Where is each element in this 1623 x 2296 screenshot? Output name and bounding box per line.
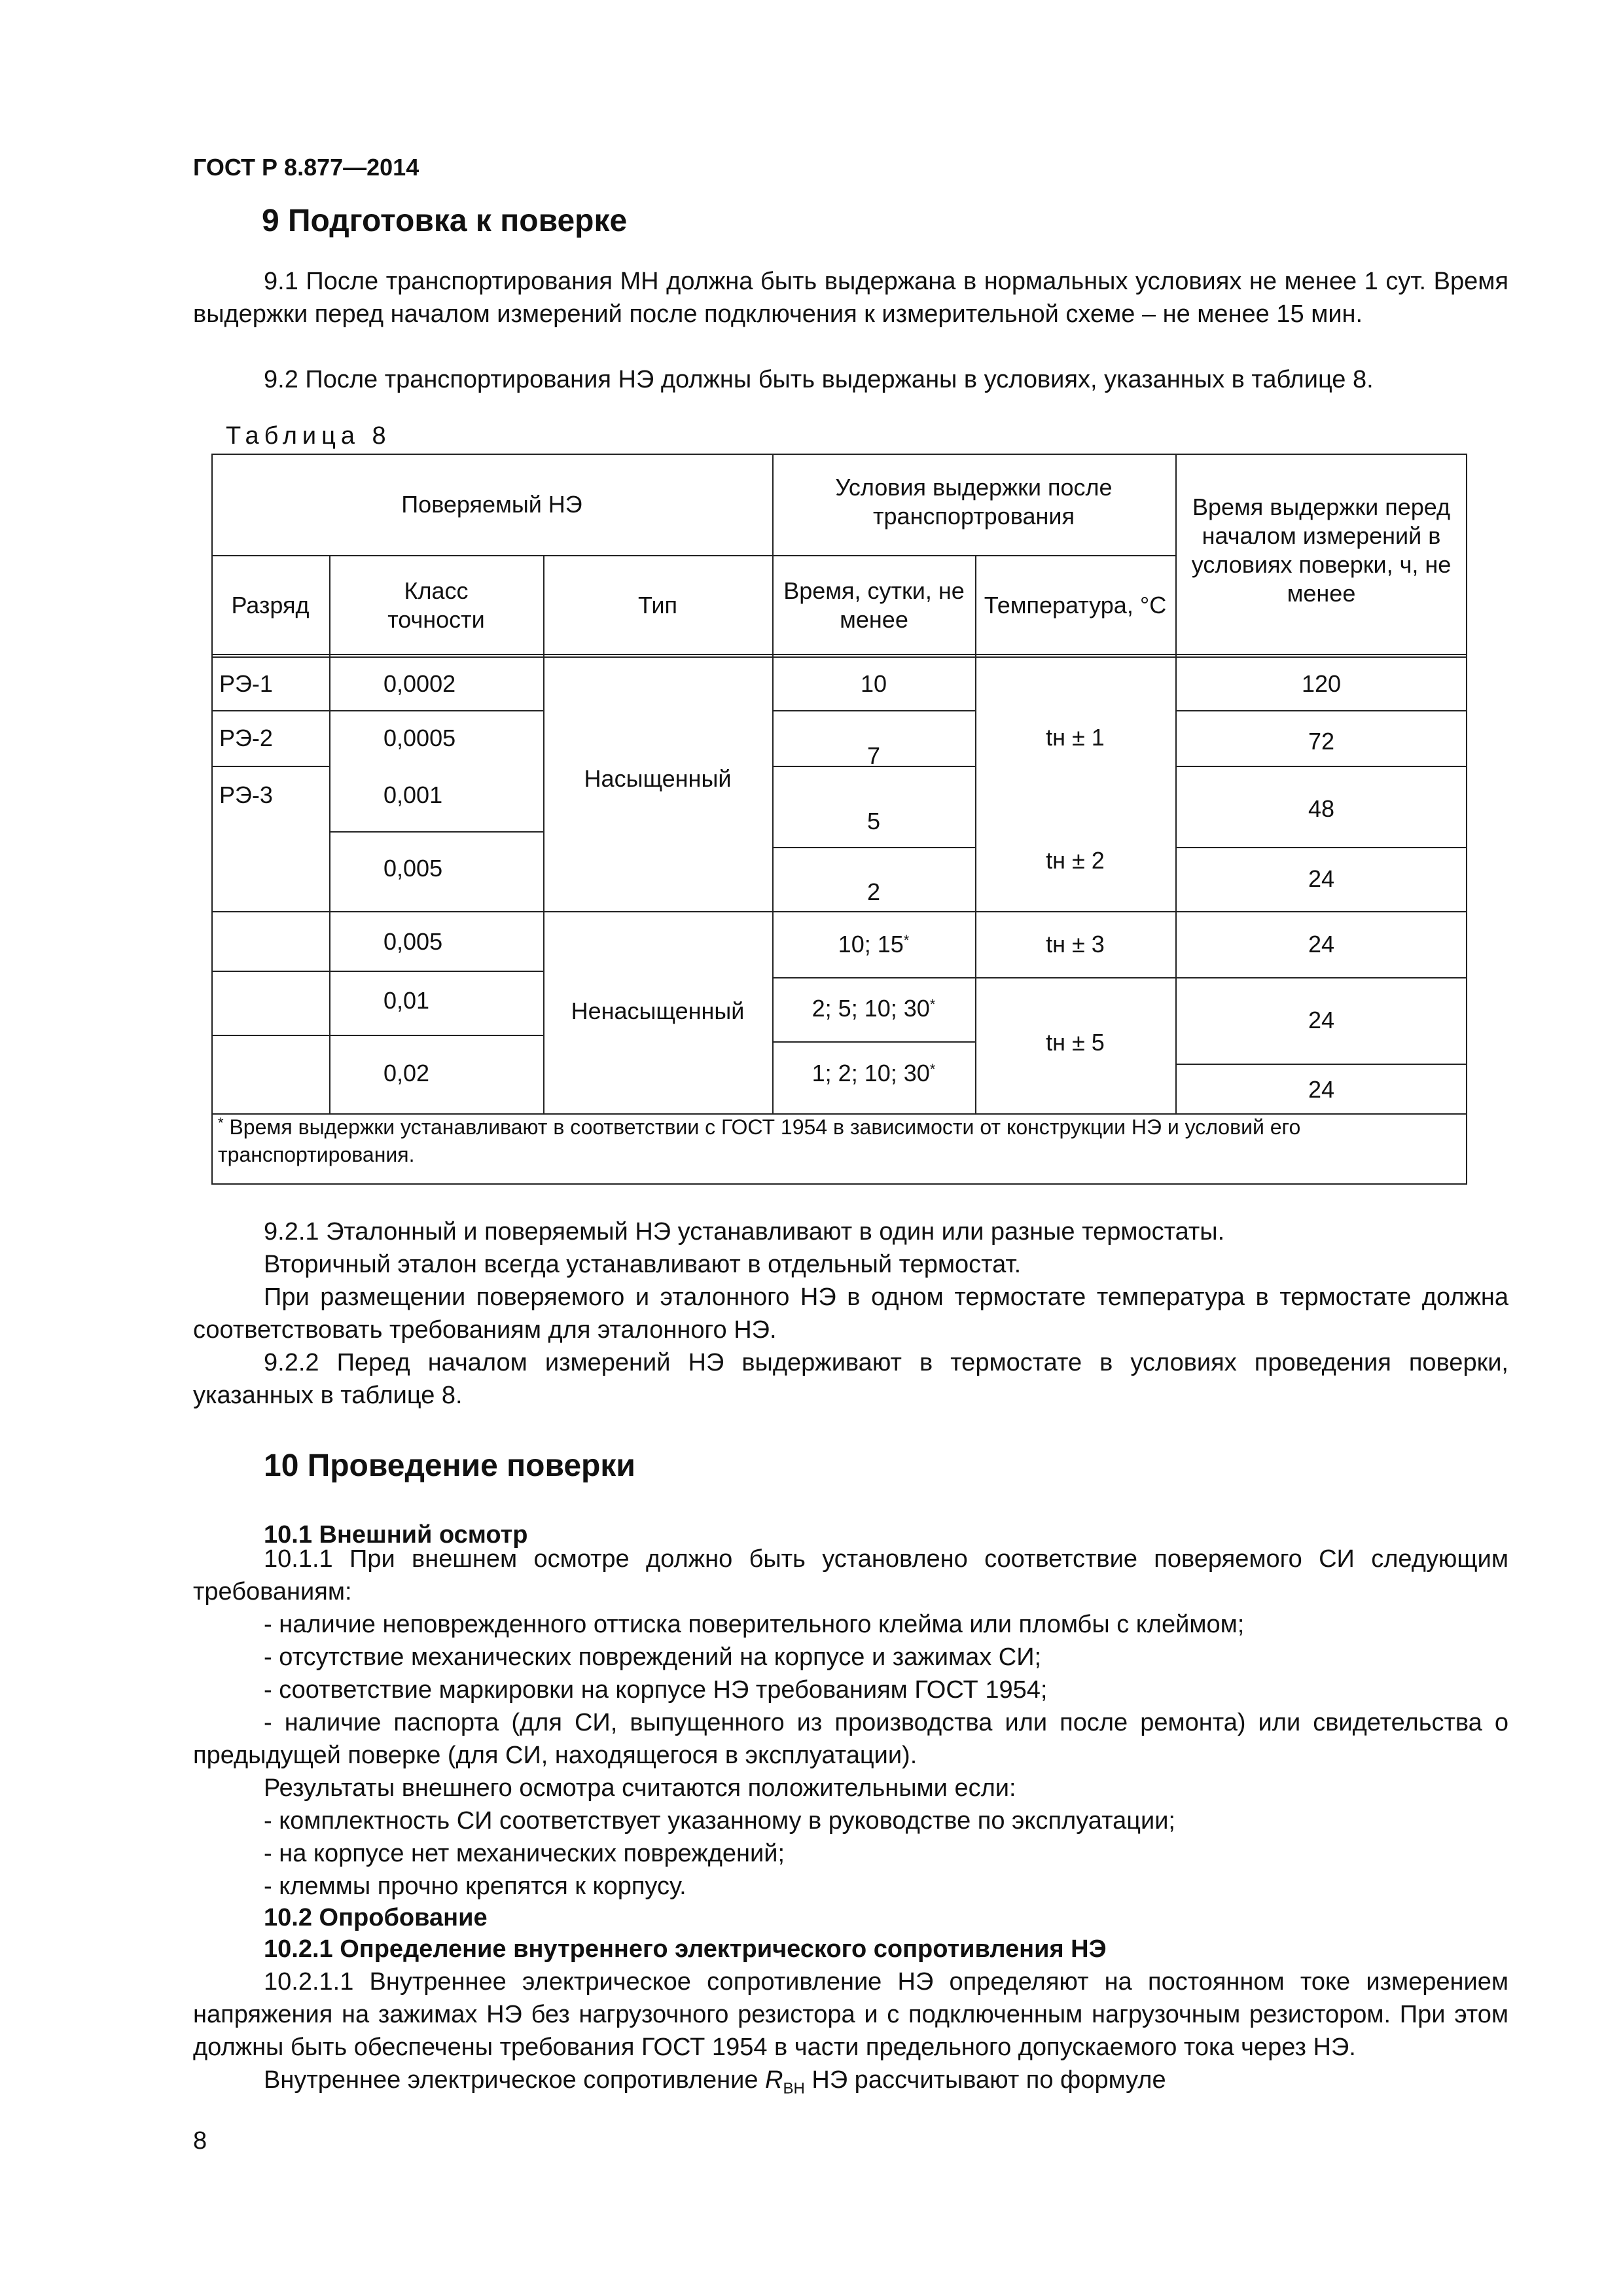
days-cell: 5 <box>866 808 881 834</box>
paragraph-10-2-1-1: 10.2.1.1 Внутреннее электрическое сопротивление НЭ определяют на постоянном токе измерением напряжения на зажимах НЭ без нагрузочного резистора и с подключенным нагрузочным резистором. При этом должны быть обеспечены требования ГОСТ 1954 в части предельного допускаемого тока через НЭ. <box>193 1968 1508 2061</box>
rank-cell: РЭ-1 <box>219 670 273 697</box>
paragraph-formula-intro: Внутреннее электрическое сопротивление $R_{ВН}$ НЭ рассчитывают по формуле <box>264 2066 1166 2098</box>
requirement-item: - соответствие маркировки на корпусе НЭ требованиям ГОСТ 1954; <box>264 1676 1048 1704</box>
header-class: Класс точности <box>387 577 485 633</box>
hours-cell: 24 <box>1308 1007 1335 1033</box>
paragraph-10-1-1: 10.1.1 При внешнем осмотре должно быть установлено соответствие поверяемого СИ следующим требованиям: <box>193 1545 1508 1605</box>
hours-cell: 24 <box>1308 931 1335 958</box>
class-cell: 0,01 <box>383 987 430 1014</box>
days-cell: 10; 15* <box>838 931 910 958</box>
requirement-item: - наличие паспорта (для СИ, выпущенного из производства или после ремонта) или свидетельства о предыдущей поверке (для СИ, находящегося в эксплуатации). <box>193 1709 1508 1769</box>
rank-cell: РЭ-2 <box>219 725 273 751</box>
class-cell: 0,001 <box>383 781 443 808</box>
hours-cell: 24 <box>1308 865 1335 892</box>
section-9-title: 9 Подготовка к поверке <box>262 204 628 238</box>
page-number: 8 <box>193 2127 207 2155</box>
requirement-item: - наличие неповрежденного оттиска поверительного клейма или пломбы с клеймом; <box>264 1611 1245 1638</box>
temp-cell: tн ± 1 <box>1046 724 1105 751</box>
hours-cell: 24 <box>1308 1076 1335 1103</box>
class-cell: 0,0002 <box>383 670 456 697</box>
result-item: - клеммы прочно крепятся к корпусу. <box>264 1873 687 1900</box>
temp-cell: tн ± 2 <box>1046 847 1105 874</box>
document-header: ГОСТ Р 8.877—2014 <box>193 154 419 181</box>
days-cell: 7 <box>866 742 881 769</box>
class-cell: 0,005 <box>383 928 443 955</box>
paragraph-9-2-2: 9.2.2 Перед началом измерений НЭ выдерживают в термостате в условиях проведения поверки, указанных в таблице 8. <box>193 1349 1508 1409</box>
results-intro: Результаты внешнего осмотра считаются положительными если: <box>264 1774 1016 1802</box>
requirement-item: - отсутствие механических повреждений на корпусе и зажимах СИ; <box>264 1643 1042 1671</box>
subsection-10-1: 10.1 Внешний осмотр <box>264 1521 528 1549</box>
header-days: Время, сутки, не менее <box>783 577 965 633</box>
paragraph-placement: При размещении поверяемого и эталонного НЭ в одном термостате температура в термостате должна соответствовать требованиям для эталонного НЭ. <box>193 1283 1508 1344</box>
header-time-before: Время выдержки перед началом измерений в условиях поверки, ч, не менее <box>1191 493 1452 607</box>
table-footnote: * Время выдержки устанавливают в соответствии с ГОСТ 1954 в зависимости от конструкции НЭ и условий его транспортирования. <box>218 1115 1301 1166</box>
subsection-10-2: 10.2 Опробование <box>264 1904 488 1931</box>
header-conditions: Условия выдержки после транспортрования <box>835 474 1113 529</box>
header-temperature: Температура, °С <box>984 592 1167 619</box>
type-cell: Ненасыщенный <box>571 997 745 1024</box>
paragraph-9-2: 9.2 После транспортирования НЭ должны быть выдержаны в условиях, указанных в таблице 8. <box>264 366 1374 393</box>
table-caption: Таблица 8 <box>226 422 391 450</box>
class-cell: 0,02 <box>383 1060 430 1086</box>
class-cell: 0,005 <box>383 855 443 882</box>
temp-cell: tн ± 5 <box>1046 1029 1105 1056</box>
result-item: - комплектность СИ соответствует указанному в руководстве по эксплуатации; <box>264 1807 1175 1835</box>
hours-cell: 72 <box>1308 728 1335 755</box>
header-type: Тип <box>637 592 677 619</box>
header-verified: Поверяемый НЭ <box>401 491 582 518</box>
days-cell: 2; 5; 10; 30* <box>812 995 936 1022</box>
rank-cell: РЭ-3 <box>219 781 273 808</box>
paragraph-9-1: 9.1 После транспортирования МН должна быть выдержана в нормальных условиях не менее 1 сут. Время выдержки перед началом измерений после подключения к измерительной схеме – не менее 15 мин. <box>193 268 1508 328</box>
section-10-title: 10 Проведение поверки <box>264 1448 635 1483</box>
hours-cell: 48 <box>1308 795 1335 822</box>
type-cell: Насыщенный <box>584 765 732 792</box>
paragraph-9-2-1: 9.2.1 Эталонный и поверяемый НЭ устанавливают в один или разные термостаты. <box>264 1218 1225 1246</box>
temp-cell: tн ± 3 <box>1046 931 1105 958</box>
result-item: - на корпусе нет механических повреждений; <box>264 1840 785 1867</box>
days-cell: 2 <box>866 878 881 905</box>
subsection-10-2-1: 10.2.1 Определение внутреннего электрического сопротивления НЭ <box>264 1935 1107 1963</box>
class-cell: 0,0005 <box>383 725 456 751</box>
hours-cell: 120 <box>1301 670 1342 697</box>
table-8 <box>211 454 1467 1185</box>
days-cell: 1; 2; 10; 30* <box>812 1060 936 1086</box>
paragraph-secondary-standard: Вторичный эталон всегда устанавливают в отдельный термостат. <box>264 1251 1022 1278</box>
header-rank: Разряд <box>231 592 310 619</box>
days-cell: 10 <box>860 670 887 697</box>
